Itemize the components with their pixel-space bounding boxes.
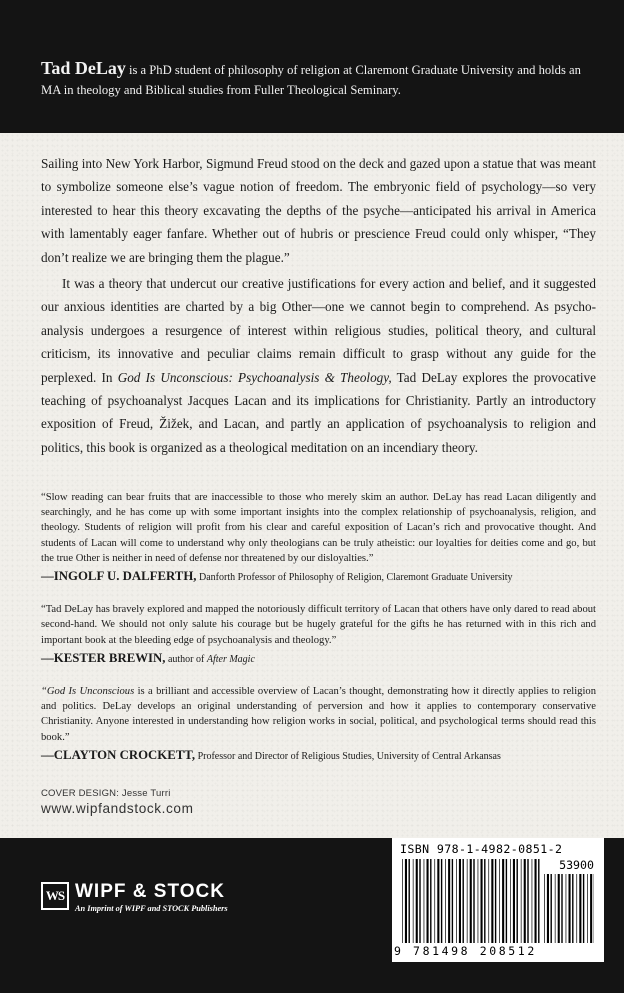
endorsements [41,490,596,781]
barcode-bar [452,859,453,943]
publisher-url: www.wipfandstock.com [41,801,194,816]
barcode-bar [502,859,504,943]
isbn-barcode [392,838,604,962]
paragraph-2-end: Tad DeLay explores the provocative teaching of psychoanalyst Jacques Lacan and its implications for Christianity. Partly an introductory exposition of Freud, Žižek, and Lacan, and partly an application of psychoanalysis to religion and politics, this book is organized as a theological meditation on an incendiary theory. [41,369,596,455]
endorsement-attribution-1 [41,569,596,585]
barcode-bar [510,859,511,943]
barcode-bar [470,859,472,943]
paper-background [0,133,624,838]
publisher-subtitle: An Imprint of WIPF and STOCK Publishers [75,904,228,913]
barcode-bar [441,859,442,943]
isbn-label: ISBN 978-1-4982-0851-2 [400,842,563,856]
barcode-bars-main [402,859,542,943]
barcode-bar [572,874,573,943]
barcode-bar [456,859,457,943]
barcode-bar [521,859,522,943]
barcode-bar [538,859,539,943]
publisher-logo-icon: WS [41,882,69,910]
publisher-logo-text [75,882,228,913]
barcode-bar [419,859,420,943]
barcode-bar [459,859,461,943]
barcode-bar [527,859,528,943]
author-bio [41,58,591,100]
paragraph-2-start: It was a theory that undercut our creative justifications for every action and belief, and it suggested our anxious identities are charted by a big Other—one we cannot begin to comprehend. As psychoanalysis undergoes a resurgence of interest within religious studies, political theory, and cultural criticism, its innovative and peculiar claims remain difficult to grasp without any guide for the perplexed. In [41,276,596,385]
barcode-digits: 9 781498 208512 [394,944,537,958]
endorser-title-1: Danforth Professor of Philosophy of Religion, Claremont Graduate University [196,572,513,584]
description-paragraph-2 [41,272,596,459]
barcode-bar [463,859,464,943]
barcode-bar [491,859,493,943]
endorsement-attribution-3 [41,748,596,764]
barcode-bar [587,874,588,943]
author-bio-text: is a PhD student of philosophy of religion at Claremont Graduate University and holds an MA in theology and Biblical studies from Fuller Theological Seminary. [41,63,581,97]
endorser-name-2: —KESTER BREWIN, [41,650,166,665]
description-paragraph-1: Sailing into New York Harbor, Sigmund Freud stood on the deck and gazed upon a statue that was meant to symbolize someone else’s vague notion of freedom. The embryonic field of psychology—so very interested to hear this theory excavating the depths of the psyche—anticipated his arrival in America with lamentably eager fanfare. Whether out of hubris or prescience Freud could only whisper, “They don’t realize we are bringing them the plague.” [41,156,596,265]
barcode-bar [430,859,431,943]
barcode-bar [473,859,474,943]
barcode-bar [569,874,571,943]
author-name: Tad DeLay [41,58,126,78]
barcode-bar [405,859,407,943]
endorsement-quote-1: “Slow reading can bear fruits that are inaccessible to those who merely skim an author. DeLay has read Lacan diligently and searchingly, and he has come up with some important insights into the complex relationship of psychoanalysis, religion, and theology. Students of religion will profit from his clear and careful exposition of Lacan’s rich and provocative thought. And students of Lacan will come to understand why only theologians can be truly atheistic: our loyalties for deities come and go, but the true Other is neither in need of defense nor threatened by our disloyalties.” [41,492,596,564]
barcode-bar [445,859,446,943]
barcode-bar [551,874,552,943]
barcode-bar [499,859,500,943]
barcode-bar [544,874,545,943]
endorser-title-2-prefix: author of [165,653,207,665]
barcode-bar [481,859,483,943]
barcode-bar [402,859,403,943]
barcode-bar [576,874,577,943]
endorsement-quote-3 [41,684,596,745]
barcode-bar [524,859,526,943]
barcode-bar [566,874,567,943]
barcode-bar [427,859,429,943]
barcode-bar [590,874,592,943]
barcode-bar [409,859,410,943]
endorser-name-1: —INGOLF U. DALFERTH, [41,569,197,584]
barcode-bars-addon [544,874,594,943]
endorsement-attribution-2 [41,651,596,667]
barcode-bar [413,859,414,943]
barcode-bar [495,859,496,943]
publisher-logo [41,882,228,913]
barcode-bar [547,874,549,943]
endorsement-quote-3-text: is a brilliant and accessible overview of Lacan’s thought, demonstrating how it directly applies to religion and politics. DeLay develops an original understanding of perversion and how it applies to contemporary conservative Christianity. Anyone interested in understanding how religion works in social, political, and psychological terms should read this book.” [41,686,596,743]
barcode-bar [467,859,468,943]
barcode-bar [478,859,479,943]
cover-credits [41,788,194,816]
endorser-title-3: Professor and Director of Religious Studies, University of Central Arkansas [195,750,501,762]
endorser-name-3: —CLAYTON CROCKETT, [41,747,196,762]
barcode-bar [434,859,435,943]
cover-design-credit: COVER DESIGN: Jesse Turri [41,788,171,799]
endorser-title-2-book: After Magic [206,653,255,665]
barcode-bar [437,859,439,943]
book-description [41,152,596,459]
barcode-bar [448,859,450,943]
publisher-band [0,838,624,993]
barcode-bar [416,859,418,943]
barcode-bar [579,874,581,943]
barcode-bar [558,874,560,943]
author-bio-band [0,0,624,133]
barcode-bar [555,874,556,943]
book-title: God Is Unconscious: Psychoanalysis & Theology, [117,369,392,385]
endorsement-quote-3-title: “God Is Unconscious [41,686,135,698]
barcode-bar [532,859,533,943]
barcode-bar [488,859,489,943]
barcode-bar [424,859,425,943]
barcode-bar [484,859,485,943]
barcode-bar [513,859,515,943]
publisher-name: WIPF & STOCK [75,881,225,902]
barcode-bar [517,859,518,943]
barcode-bar [561,874,562,943]
price-code: 53900 [559,858,594,872]
barcode-bar [535,859,537,943]
barcode-bar [583,874,584,943]
endorsement-quote-2: “Tad DeLay has bravely explored and mapped the notoriously difficult territory of Lacan that others have only dared to read about second-hand. We should not only salute his courage but be hugely grateful for the gifts he has returned with in this rich and important book at the bleeding edge of psychoanalysis and theology.” [41,604,596,646]
barcode-bar [506,859,507,943]
